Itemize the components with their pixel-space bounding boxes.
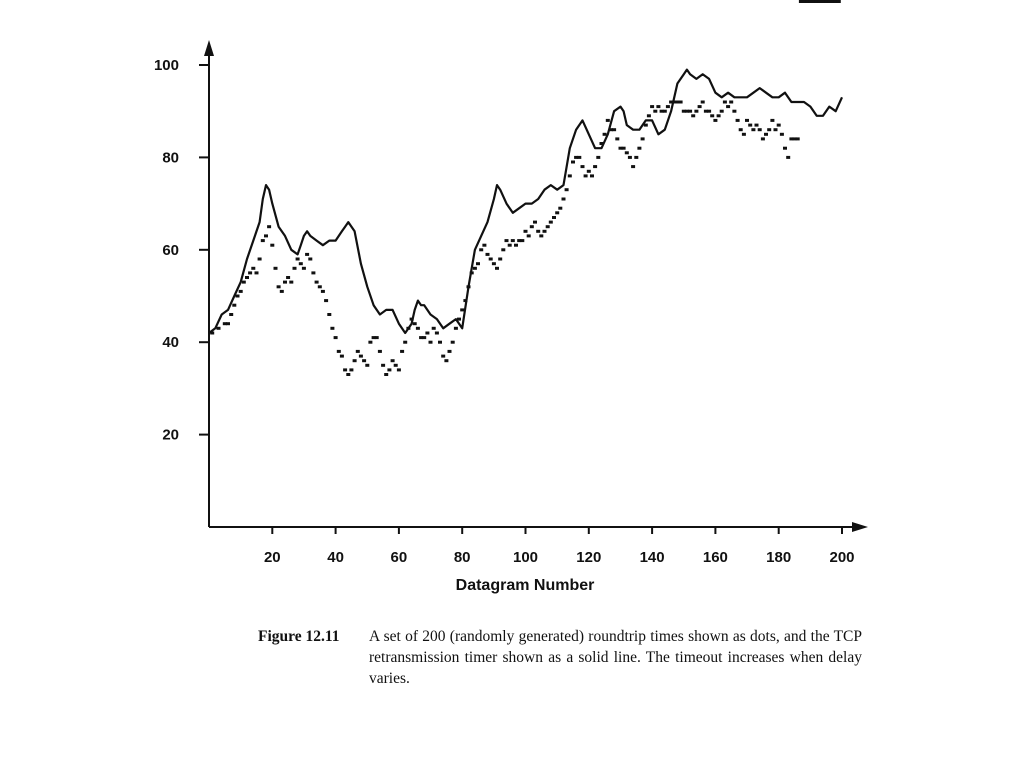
data-point bbox=[432, 327, 436, 330]
data-point bbox=[755, 124, 759, 127]
data-point bbox=[245, 276, 249, 279]
data-point bbox=[375, 336, 379, 339]
axes bbox=[204, 40, 868, 532]
data-point bbox=[498, 258, 502, 261]
data-point bbox=[565, 188, 569, 191]
data-point bbox=[321, 290, 325, 293]
data-point bbox=[400, 350, 404, 353]
data-point bbox=[777, 124, 781, 127]
y-tick-label: 60 bbox=[162, 241, 179, 259]
data-point bbox=[425, 332, 429, 335]
data-point bbox=[764, 133, 768, 136]
data-point bbox=[381, 364, 385, 367]
data-point bbox=[302, 267, 306, 270]
data-point bbox=[739, 128, 743, 131]
y-tick-label: 80 bbox=[162, 149, 179, 167]
data-point bbox=[429, 341, 433, 344]
data-point bbox=[251, 267, 255, 270]
data-point bbox=[701, 101, 705, 104]
data-point bbox=[448, 350, 452, 353]
data-point bbox=[653, 110, 657, 113]
data-point bbox=[413, 322, 417, 325]
data-point bbox=[641, 137, 645, 140]
data-point bbox=[691, 114, 695, 117]
x-tick-label: 40 bbox=[327, 549, 344, 566]
data-point bbox=[520, 239, 524, 242]
data-point bbox=[255, 271, 259, 274]
data-point bbox=[274, 267, 278, 270]
data-point bbox=[707, 110, 711, 113]
data-point bbox=[603, 133, 607, 136]
data-point bbox=[242, 281, 246, 284]
data-point bbox=[577, 156, 581, 159]
data-point bbox=[593, 165, 597, 168]
x-tick-label: 120 bbox=[576, 549, 602, 566]
data-point bbox=[280, 290, 284, 293]
data-point bbox=[650, 105, 654, 108]
data-point bbox=[751, 128, 755, 131]
data-point bbox=[546, 225, 550, 228]
data-point bbox=[710, 114, 714, 117]
x-ticks bbox=[264, 527, 855, 566]
y-ticks bbox=[154, 57, 209, 444]
data-point bbox=[748, 124, 752, 127]
data-point bbox=[622, 147, 626, 150]
data-point bbox=[305, 253, 309, 256]
data-point bbox=[353, 359, 357, 362]
data-point bbox=[505, 239, 509, 242]
data-point bbox=[501, 248, 505, 251]
data-point bbox=[403, 341, 407, 344]
x-tick-label: 60 bbox=[390, 549, 408, 566]
data-point bbox=[330, 327, 334, 330]
data-point bbox=[717, 114, 721, 117]
data-point bbox=[581, 165, 585, 168]
data-point bbox=[318, 285, 322, 288]
data-point bbox=[761, 137, 765, 140]
data-point bbox=[647, 114, 651, 117]
data-point bbox=[625, 151, 629, 154]
data-point bbox=[387, 368, 391, 371]
data-point bbox=[837, 0, 841, 3]
data-point bbox=[628, 156, 632, 159]
data-point bbox=[327, 313, 331, 316]
data-point bbox=[596, 156, 600, 159]
data-point bbox=[543, 230, 547, 233]
data-point bbox=[391, 359, 395, 362]
data-point bbox=[555, 211, 559, 214]
data-point bbox=[562, 198, 566, 201]
x-tick-label: 80 bbox=[453, 549, 471, 566]
data-point bbox=[416, 327, 420, 330]
data-point bbox=[441, 355, 445, 358]
y-axis-arrow bbox=[204, 40, 214, 56]
data-point bbox=[479, 248, 483, 251]
data-point bbox=[340, 355, 344, 358]
data-point bbox=[482, 244, 486, 247]
data-point bbox=[293, 267, 297, 270]
data-point bbox=[524, 230, 528, 233]
data-point bbox=[270, 244, 274, 247]
data-point bbox=[460, 308, 464, 311]
data-point bbox=[783, 147, 787, 150]
data-point bbox=[745, 119, 749, 122]
data-point bbox=[248, 271, 252, 274]
data-point bbox=[397, 368, 401, 371]
x-axis-arrow bbox=[852, 522, 868, 532]
data-point bbox=[533, 221, 537, 224]
data-point bbox=[774, 128, 778, 131]
data-point bbox=[438, 341, 442, 344]
data-point bbox=[758, 128, 762, 131]
data-point bbox=[584, 174, 588, 177]
data-point bbox=[476, 262, 480, 265]
data-point bbox=[495, 267, 499, 270]
data-point bbox=[362, 359, 366, 362]
y-tick-label: 100 bbox=[153, 57, 179, 74]
data-point bbox=[606, 119, 610, 122]
data-point bbox=[514, 244, 518, 247]
data-point bbox=[694, 110, 698, 113]
data-point bbox=[679, 101, 683, 104]
data-point bbox=[454, 327, 458, 330]
data-point bbox=[289, 281, 293, 284]
data-point bbox=[688, 110, 692, 113]
data-point bbox=[489, 258, 493, 261]
data-point bbox=[571, 161, 575, 164]
data-point bbox=[698, 105, 702, 108]
data-point bbox=[368, 341, 372, 344]
data-point bbox=[264, 234, 268, 237]
data-point bbox=[277, 285, 281, 288]
data-point bbox=[422, 336, 426, 339]
data-point bbox=[444, 359, 448, 362]
x-tick-label: 160 bbox=[702, 549, 728, 566]
data-point bbox=[473, 267, 477, 270]
data-point bbox=[723, 101, 727, 104]
data-point bbox=[283, 281, 287, 284]
data-point bbox=[539, 234, 543, 237]
data-point bbox=[296, 258, 300, 261]
data-point bbox=[770, 119, 774, 122]
data-point bbox=[217, 327, 221, 330]
data-point bbox=[365, 364, 369, 367]
data-point bbox=[232, 304, 236, 307]
data-point bbox=[780, 133, 784, 136]
x-tick-label: 180 bbox=[766, 549, 792, 566]
data-point bbox=[378, 350, 382, 353]
x-tick-label: 20 bbox=[263, 549, 281, 566]
y-tick-label: 20 bbox=[162, 426, 179, 444]
data-point bbox=[486, 253, 490, 256]
data-point bbox=[492, 262, 496, 265]
data-point bbox=[666, 105, 670, 108]
data-point bbox=[587, 170, 591, 173]
data-point bbox=[508, 244, 512, 247]
data-point bbox=[267, 225, 271, 228]
data-point bbox=[226, 322, 230, 325]
data-point bbox=[394, 364, 398, 367]
data-point bbox=[552, 216, 556, 219]
data-point bbox=[435, 332, 439, 335]
data-point bbox=[261, 239, 265, 242]
data-point bbox=[590, 174, 594, 177]
x-tick-label: 100 bbox=[512, 549, 539, 566]
y-tick-label: 40 bbox=[162, 334, 179, 352]
data-point bbox=[732, 110, 736, 113]
data-point bbox=[631, 165, 635, 168]
series-line-timer bbox=[209, 70, 842, 333]
data-point bbox=[726, 105, 730, 108]
data-point bbox=[634, 156, 638, 159]
data-point bbox=[286, 276, 290, 279]
data-point bbox=[767, 128, 771, 131]
data-point bbox=[713, 119, 717, 122]
data-point bbox=[315, 281, 319, 284]
data-point bbox=[549, 221, 553, 224]
data-point bbox=[536, 230, 540, 233]
data-point bbox=[786, 156, 790, 159]
data-point bbox=[324, 299, 328, 302]
data-point bbox=[384, 373, 388, 376]
data-point bbox=[720, 110, 724, 113]
data-point bbox=[343, 368, 347, 371]
data-point bbox=[568, 174, 572, 177]
data-point bbox=[229, 313, 233, 316]
data-point bbox=[337, 350, 341, 353]
data-point bbox=[349, 368, 353, 371]
data-point bbox=[612, 128, 616, 131]
data-point bbox=[527, 234, 531, 237]
data-point bbox=[299, 262, 303, 265]
x-tick-label: 140 bbox=[639, 549, 665, 566]
data-point bbox=[311, 271, 315, 274]
data-point bbox=[356, 350, 360, 353]
data-point bbox=[637, 147, 641, 150]
x-tick-label: 200 bbox=[829, 549, 855, 566]
rtt-dots bbox=[210, 0, 841, 376]
data-point bbox=[656, 105, 660, 108]
data-point bbox=[615, 137, 619, 140]
caption-text: A set of 200 (randomly generated) roundtrip times shown as dots, and the TCP retransmission timer shown as a solid line. The timeout increases when delay varies. bbox=[369, 628, 862, 687]
data-point bbox=[258, 258, 262, 261]
data-point bbox=[239, 290, 243, 293]
data-point bbox=[796, 137, 800, 140]
x-axis-title: Datagram Number bbox=[455, 577, 595, 594]
data-point bbox=[742, 133, 746, 136]
data-point bbox=[236, 295, 240, 298]
data-point bbox=[530, 225, 534, 228]
data-point bbox=[558, 207, 562, 210]
data-point bbox=[451, 341, 455, 344]
data-point bbox=[346, 373, 350, 376]
data-point bbox=[511, 239, 515, 242]
data-point bbox=[359, 355, 363, 358]
data-point bbox=[736, 119, 740, 122]
caption-label: Figure 12.11 bbox=[258, 628, 340, 645]
data-point bbox=[308, 258, 312, 261]
data-point bbox=[663, 110, 667, 113]
data-point bbox=[334, 336, 338, 339]
data-point bbox=[729, 101, 733, 104]
